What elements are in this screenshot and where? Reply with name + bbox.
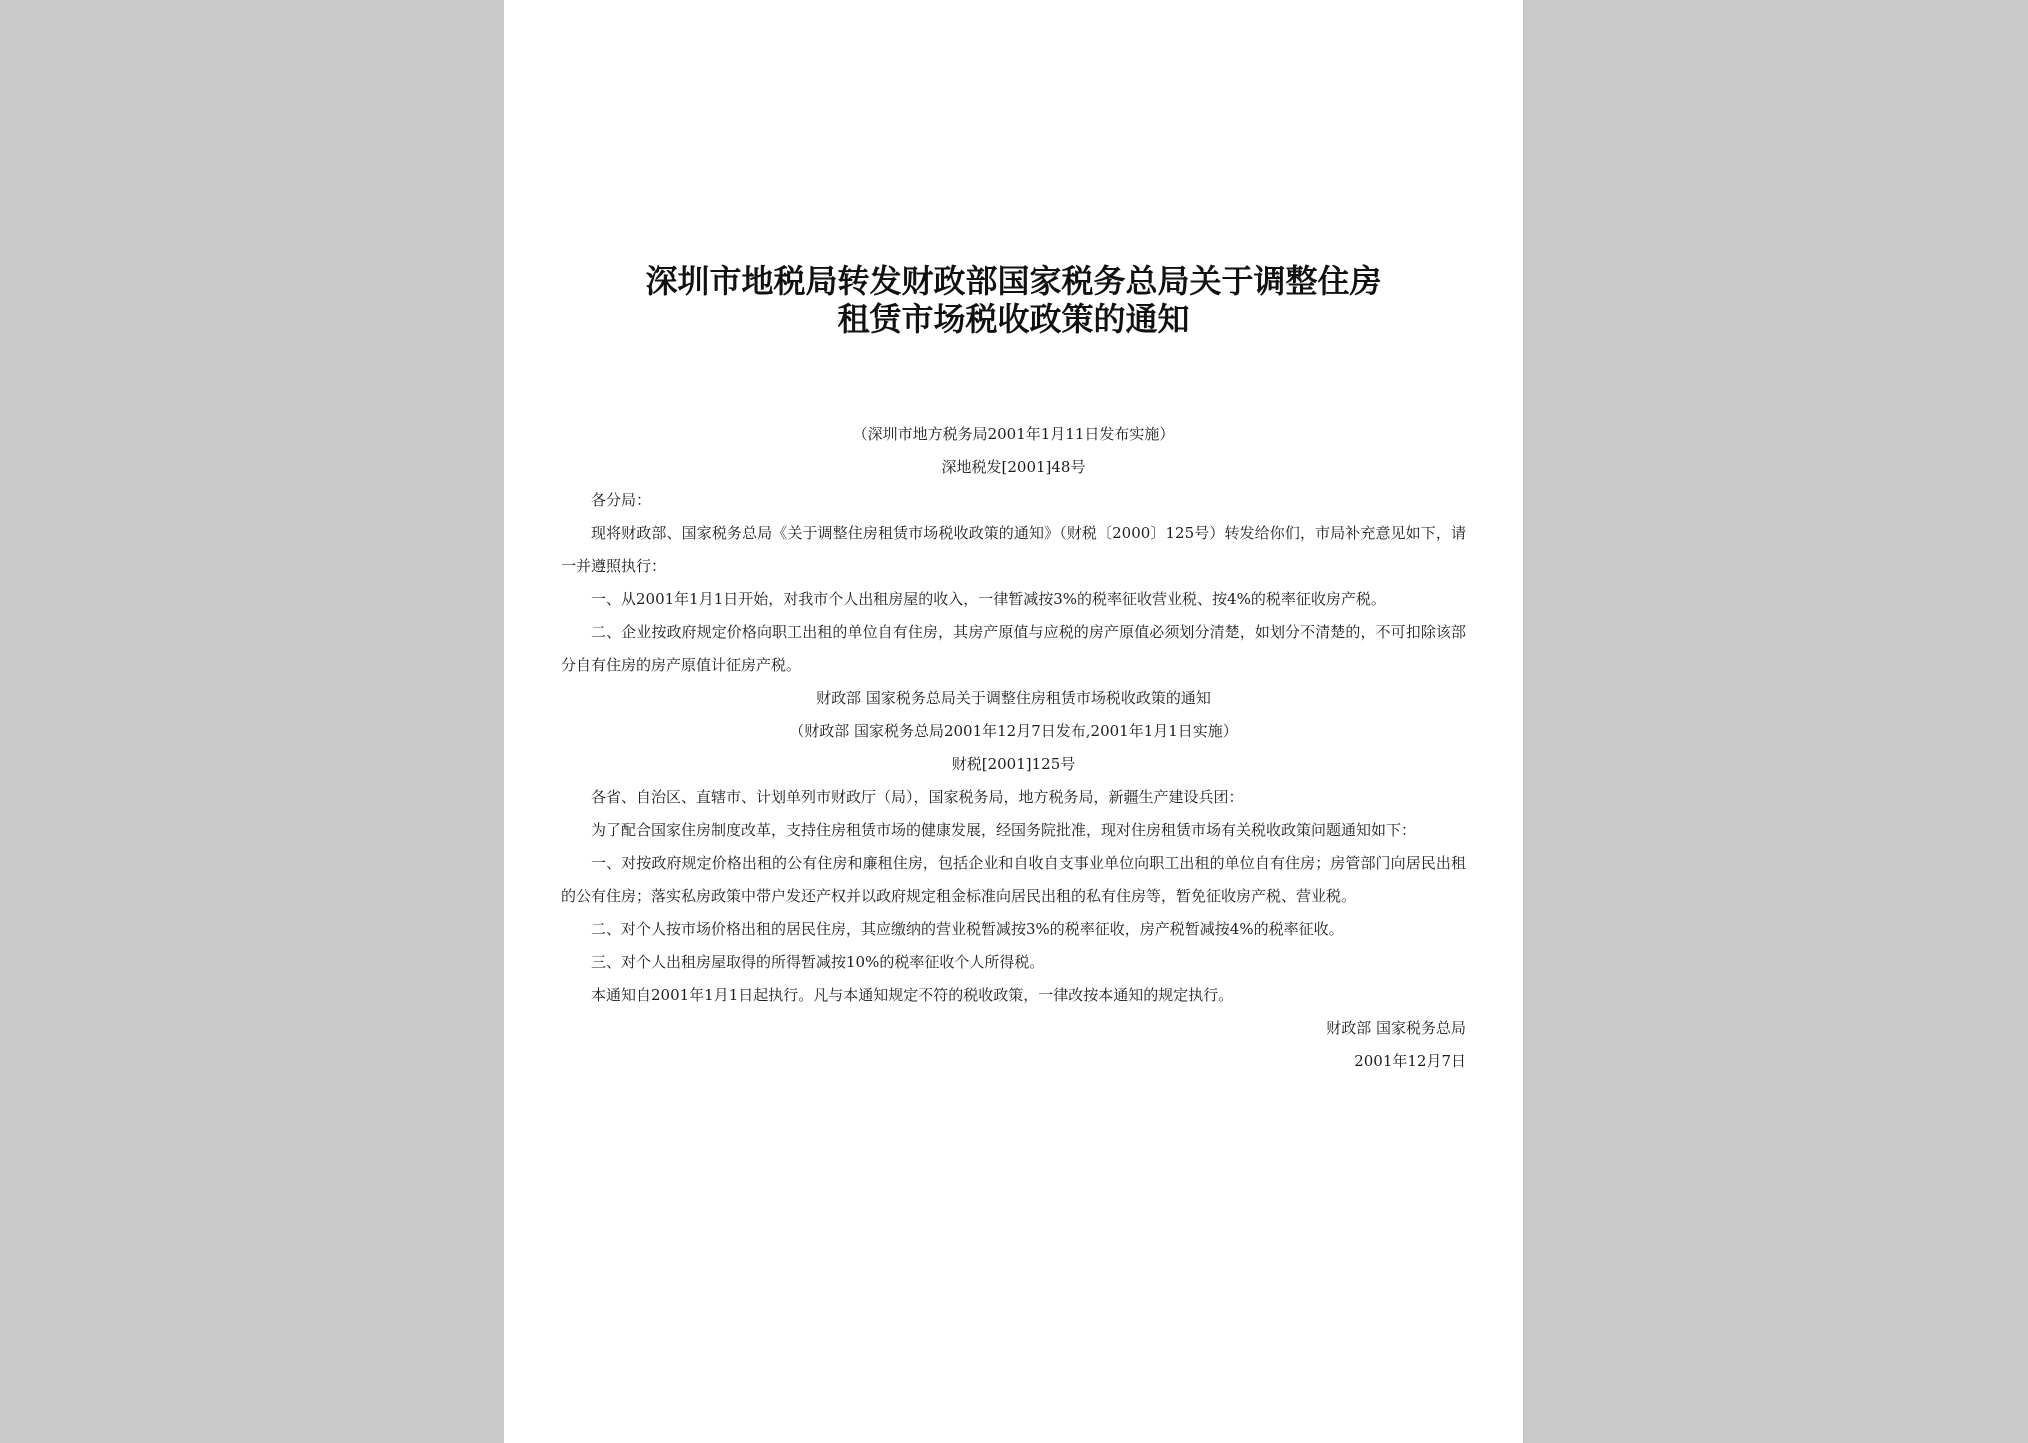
title-line-2: 租赁市场税收政策的通知 — [837, 300, 1190, 338]
attached-title: 财政部 国家税务总局关于调整住房租赁市场税收政策的通知 — [816, 689, 1211, 707]
document-title — [504, 262, 1523, 338]
signature: 财政部 国家税务总局 — [1326, 1019, 1466, 1037]
attached-effective: 本通知自2001年1月1日起执行。凡与本通知规定不符的税收政策，一律改按本通知的规定执行。 — [591, 986, 1234, 1004]
attached-issue-info: （财政部 国家税务总局2001年12月7日发布,2001年1月1日实施） — [789, 722, 1238, 740]
document-page — [504, 0, 1523, 1443]
salutation: 各分局： — [591, 491, 652, 509]
attached-intro: 为了配合国家住房制度改革，支持住房租赁市场的健康发展，经国务院批准，现对住房租赁市场有关税收政策问题通知如下： — [591, 821, 1417, 839]
attached-salutation: 各省、自治区、直辖市、计划单列市财政厅（局），国家税务局，地方税务局，新疆生产建设兵团： — [591, 788, 1244, 806]
doc-number: 深地税发[2001]48号 — [941, 458, 1086, 476]
issue-info: （深圳市地方税务局2001年1月11日发布实施） — [852, 425, 1175, 443]
intro-paragraph: 现将财政部、国家税务总局《关于调整住房租赁市场税收政策的通知》（财税〔2000〕125号）转发给你们，市局补充意见如下，请一并遵照执行： — [561, 524, 1466, 575]
attached-doc-number: 财税[2001]125号 — [951, 755, 1076, 773]
signature-date: 2001年12月7日 — [1354, 1052, 1466, 1070]
attached-item-1: 一、对按政府规定价格出租的公有住房和廉租住房，包括企业和自收自支事业单位向职工出租的单位自有住房；房管部门向居民出租的公有住房；落实私房政策中带户发还产权并以政府规定租金标准向居民出租的私有住房等，暂免征收房产税、营业税。 — [561, 854, 1466, 905]
item-1: 一、从2001年1月1日开始，对我市个人出租房屋的收入，一律暂减按3%的税率征收营业税、按4%的税率征收房产税。 — [591, 590, 1386, 608]
title-line-1: 深圳市地税局转发财政部国家税务总局关于调整住房 — [645, 262, 1382, 300]
attached-item-3: 三、对个人出租房屋取得的所得暂减按10%的税率征收个人所得税。 — [591, 953, 1045, 971]
document-body — [561, 418, 1466, 1078]
item-2: 二、企业按政府规定价格向职工出租的单位自有住房，其房产原值与应税的房产原值必须划分清楚，如划分不清楚的，不可扣除该部分自有住房的房产原值计征房产税。 — [561, 623, 1466, 674]
attached-item-2: 二、对个人按市场价格出租的居民住房，其应缴纳的营业税暂减按3%的税率征收，房产税暂减按4%的税率征收。 — [591, 920, 1344, 938]
